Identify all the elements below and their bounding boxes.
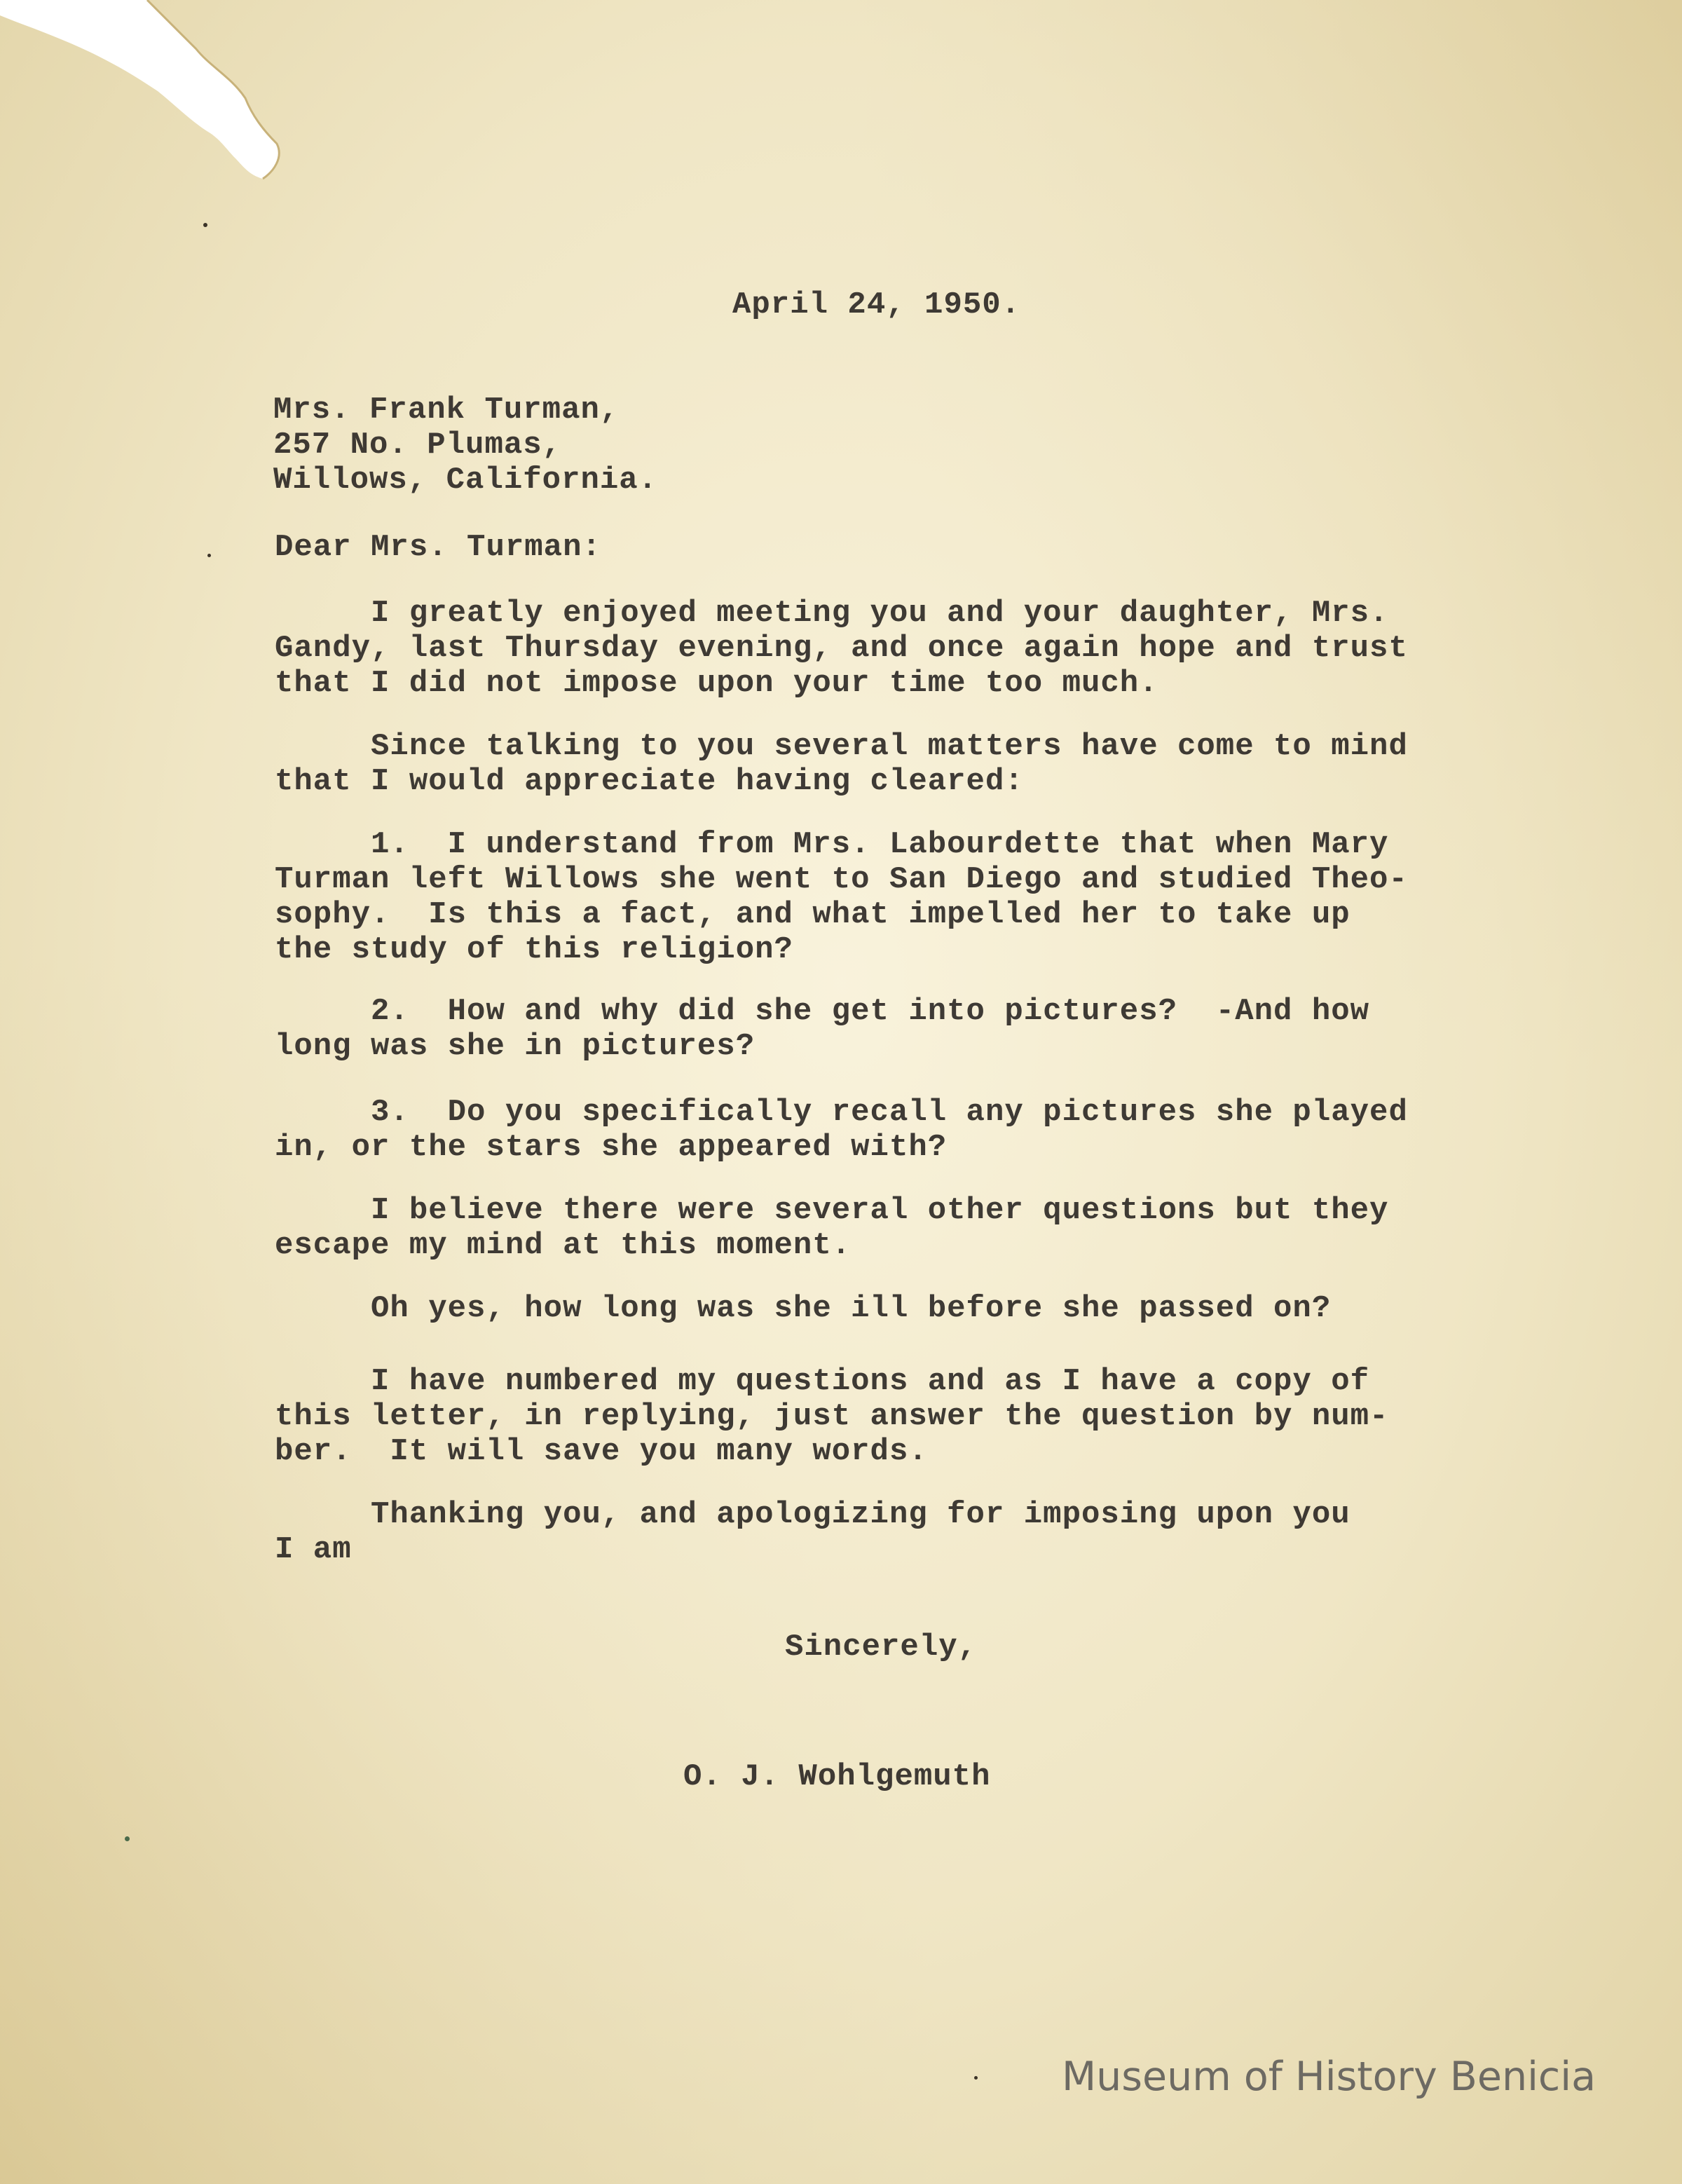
paragraph-line: I am	[275, 1532, 352, 1567]
signer-name: O. J. Wohlgemuth	[683, 1759, 991, 1794]
museum-watermark: Museum of History Benicia	[1062, 2054, 1596, 2100]
paragraph-line: I believe there were several other questions but they	[275, 1193, 1389, 1228]
paragraph-line: Oh yes, how long was she ill before she passed on?	[275, 1291, 1332, 1326]
question-1-line: Turman left Willows she went to San Diego and studied Theo-	[275, 862, 1408, 897]
letter-date: April 24, 1950.	[732, 287, 1021, 322]
paragraph-line: Thanking you, and apologizing for imposing upon you	[275, 1497, 1351, 1532]
question-2-line: 2. How and why did she get into pictures? -And how	[275, 994, 1370, 1029]
paragraph-line: Since talking to you several matters have come to mind	[275, 729, 1408, 764]
recipient-city: Willows, California.	[273, 463, 658, 498]
paragraph-line: Gandy, last Thursday evening, and once again hope and trust	[275, 631, 1408, 666]
question-2-line: long was she in pictures?	[275, 1029, 755, 1064]
salutation: Dear Mrs. Turman:	[275, 530, 601, 565]
question-3-line: in, or the stars she appeared with?	[275, 1130, 948, 1165]
paper-speck	[207, 554, 211, 557]
paragraph-line: that I did not impose upon your time too much.	[275, 666, 1158, 701]
paragraph-line: I have numbered my questions and as I have a copy of	[275, 1364, 1370, 1399]
paragraph-line: that I would appreciate having cleared:	[275, 764, 1024, 799]
paper-speck	[125, 1836, 130, 1841]
closing: Sincerely,	[785, 1630, 978, 1665]
paper-speck	[203, 223, 207, 227]
paragraph-line: escape my mind at this moment.	[275, 1228, 852, 1263]
recipient-name: Mrs. Frank Turman,	[273, 393, 620, 428]
paragraph-line: this letter, in replying, just answer the question by num-	[275, 1399, 1389, 1434]
recipient-street: 257 No. Plumas,	[273, 428, 562, 463]
paragraph-line: I greatly enjoyed meeting you and your daughter, Mrs.	[275, 596, 1389, 631]
question-3-line: 3. Do you specifically recall any pictures she played	[275, 1095, 1408, 1130]
paper-speck	[974, 2076, 978, 2080]
question-1-line: the study of this religion?	[275, 932, 793, 967]
paragraph-line: ber. It will save you many words.	[275, 1434, 928, 1469]
question-1-line: sophy. Is this a fact, and what impelled her to take up	[275, 897, 1351, 932]
question-1-line: 1. I understand from Mrs. Labourdette that when Mary	[275, 827, 1389, 862]
